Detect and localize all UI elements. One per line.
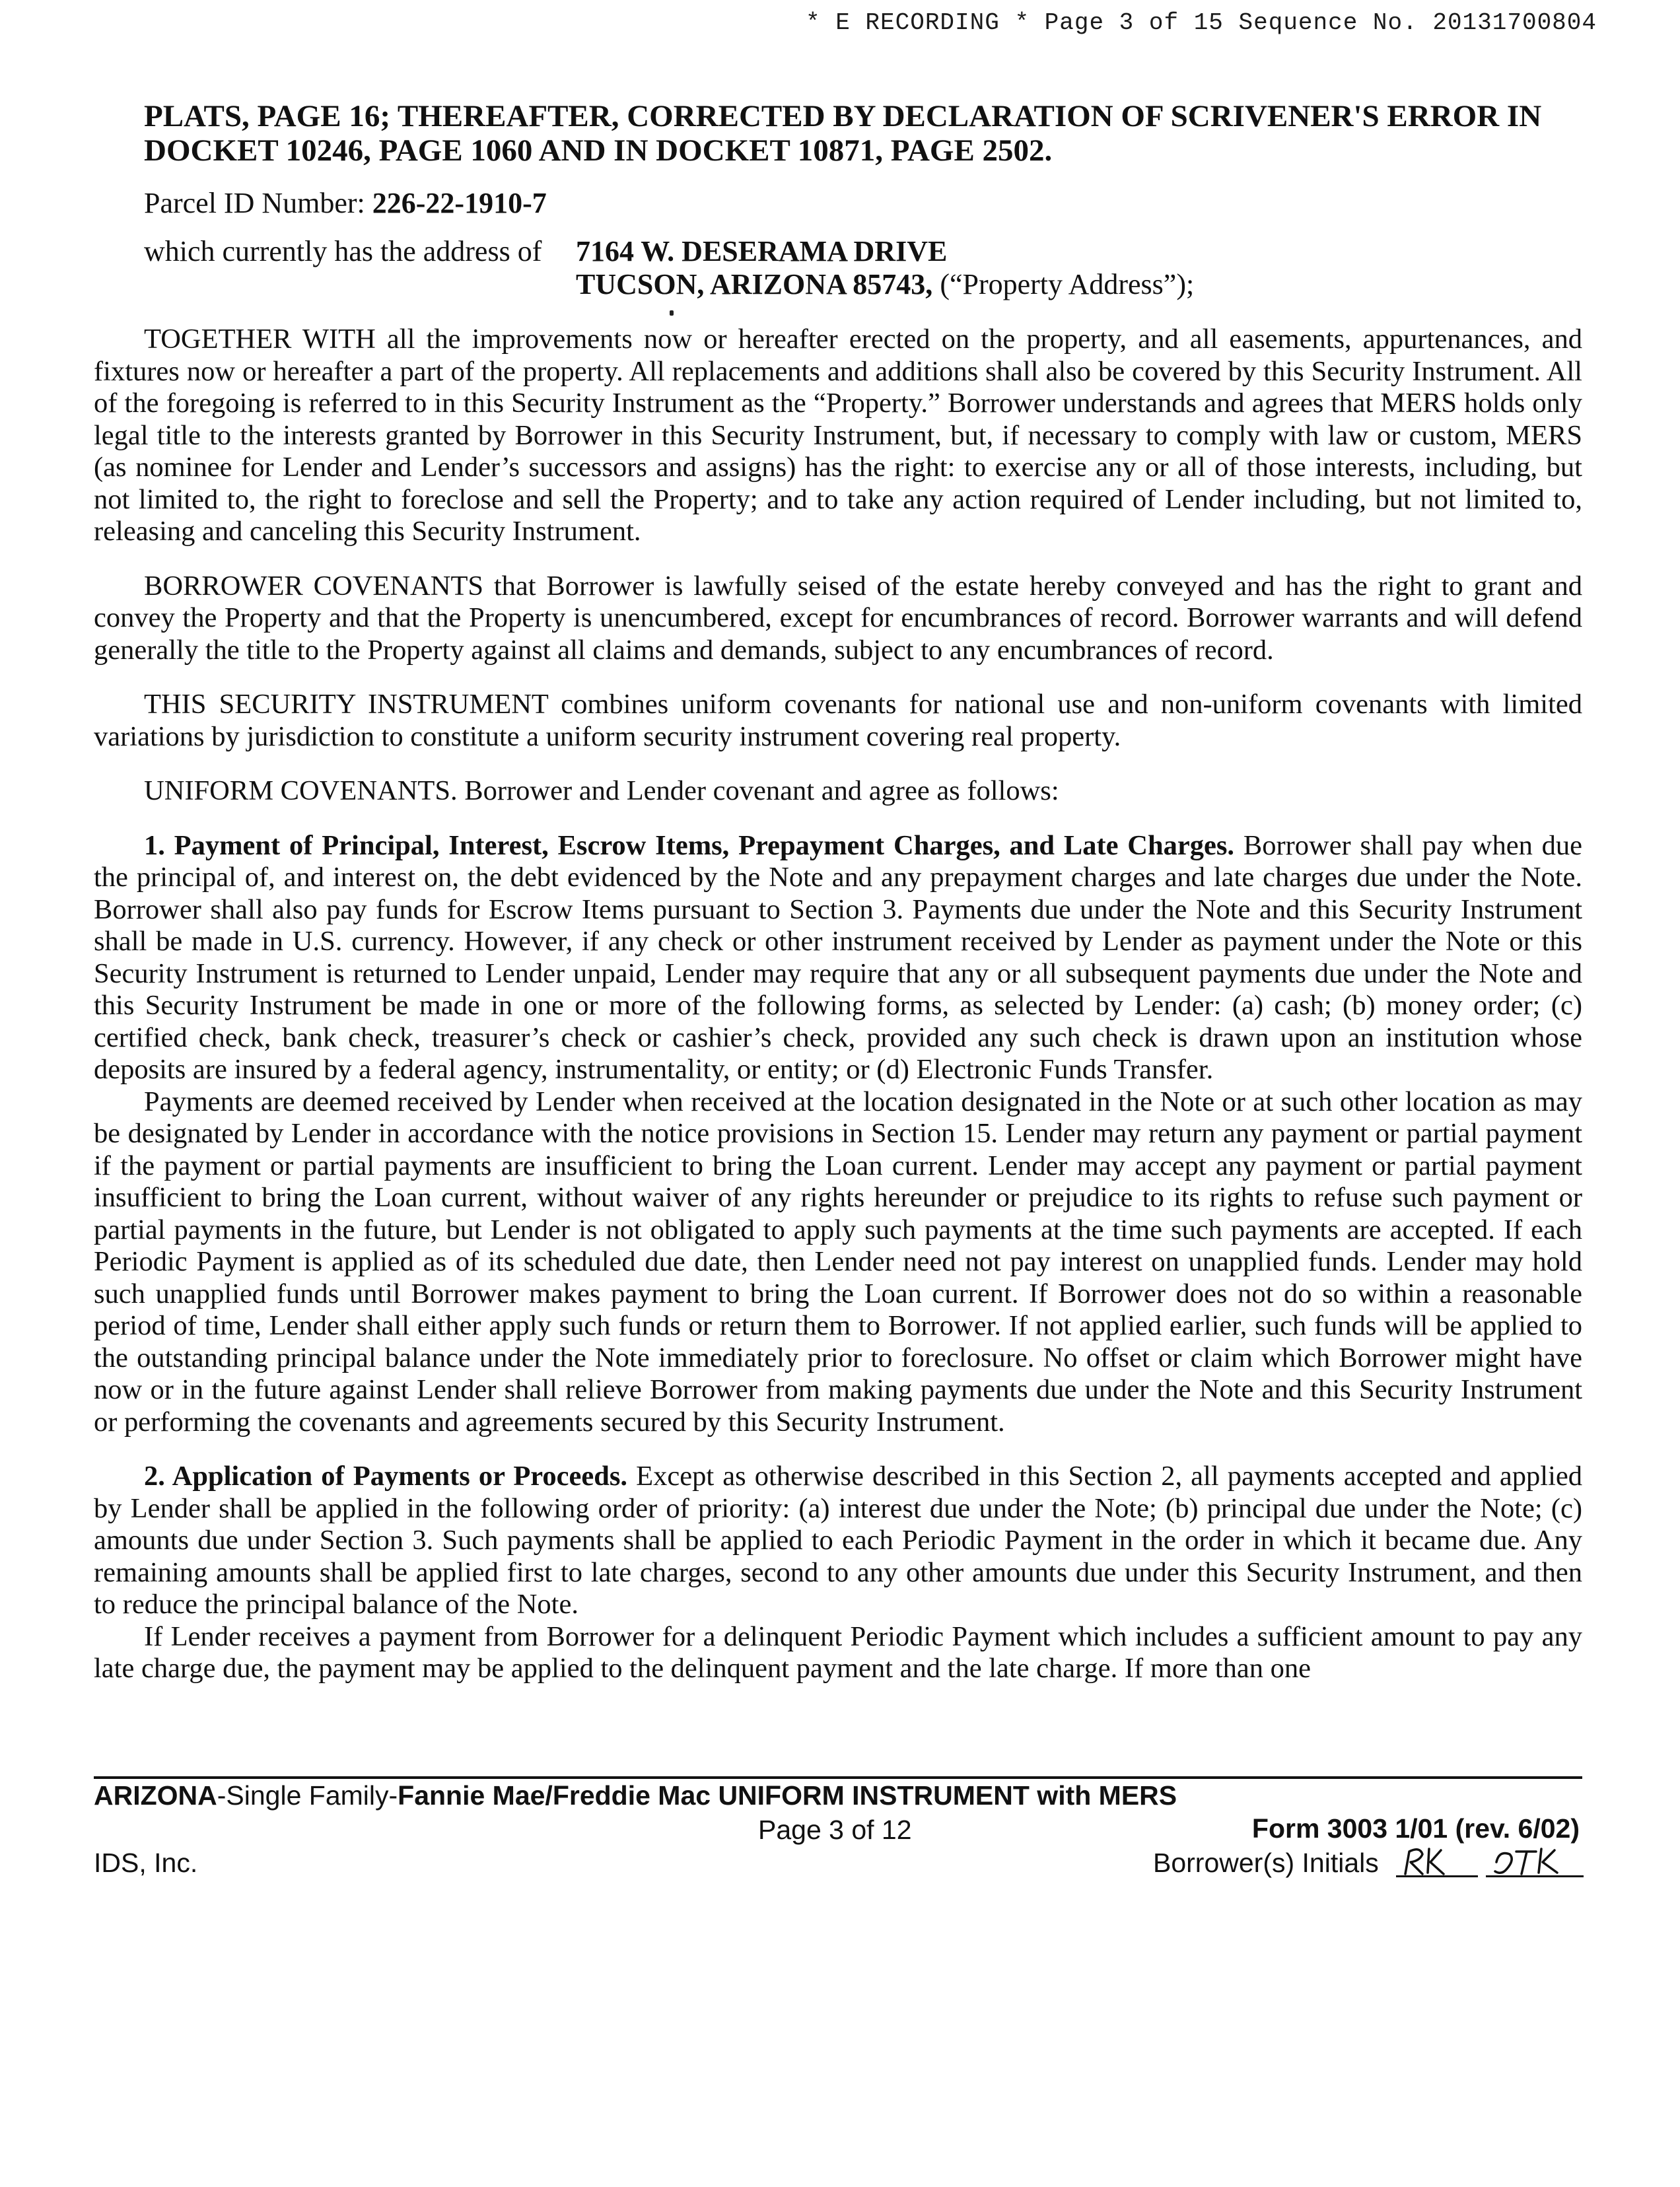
footer-company: IDS, Inc. bbox=[94, 1848, 198, 1878]
uniform-covenants-paragraph: UNIFORM COVENANTS. Borrower and Lender covenant and agree as follows: bbox=[144, 775, 1059, 806]
footer-title-middle: -Single Family- bbox=[217, 1780, 398, 1811]
footer-page-number: Page 3 of 12 bbox=[758, 1815, 912, 1845]
parcel-id-value: 226-22-1910-7 bbox=[372, 187, 547, 219]
footer-form-title bbox=[94, 1780, 1177, 1811]
section-1-payments-paragraph: Payments are deemed received by Lender when received at the location designated in the Note or at such other location as may be designated by Lender in accordance with the notice provisions in Section 15. Lender may return any payment or partial payment if the payment or partial payments are insufficient to bring the Loan current. Lender may accept any payment or partial payment insufficient to bring the Loan current, without waiver of any rights hereunder or prejudice to its rights to refuse such payment or partial payments in the future, but Lender is not obligated to apply such payments at the time such payments are accepted. If each Periodic Payment is applied as of its scheduled due date, then Lender need not pay interest on unapplied funds. Lender may hold such unapplied funds until Borrower makes payment to bring the Loan current. If Borrower does not do so within a reasonable period of time, Lender shall either apply such funds or return them to Borrower. If not applied earlier, such funds will be applied to the outstanding principal balance under the Note immediately prior to foreclosure. No offset or claim which Borrower might have now or in the future against Lender shall relieve Borrower from making payments due under the Note and this Security Instrument or performing the covenants and agreements secured by this Security Instrument. bbox=[94, 1086, 1582, 1438]
borrower-initials-signature-2 bbox=[1490, 1842, 1582, 1879]
footer-form-number: Form 3003 1/01 (rev. 6/02) bbox=[1251, 1813, 1580, 1844]
footer-state: ARIZONA bbox=[94, 1780, 217, 1811]
legal-description-plats: PLATS, PAGE 16; THEREAFTER, CORRECTED BY DECLARATION OF SCRIVENER'S ERROR IN DOCKET 10246, PAGE 1060 AND IN DOCKET 10871, PAGE 2502. bbox=[144, 99, 1542, 168]
parcel-id bbox=[144, 186, 547, 220]
borrower-covenants-paragraph: BORROWER COVENANTS that Borrower is lawfully seised of the estate hereby conveyed and has the right to grant and convey the Property and that the Property is unencumbered, except for encumbrances of record. Borrower warrants and will defend generally the title to the Property against all claims and demands, subject to any encumbrances of record. bbox=[94, 570, 1582, 666]
together-with-paragraph: TOGETHER WITH all the improvements now or hereafter erected on the property, and all easements, appurtenances, and fixtures now or hereafter a part of the property. All replacements and additions shall also be covered by this Security Instrument. All of the foregoing is referred to in this Security Instrument as the “Property.” Borrower understands and agrees that MERS holds only legal title to the interests granted by Borrower in this Security Instrument, but, if necessary to comply with law or custom, MERS (as nominee for Lender and Lender’s successors and assigns) has the right: to exercise any or all of those interests, including, but not limited to, the right to foreclose and sell the Property; and to take any action required of Lender including, but not limited to, releasing and canceling this Security Instrument. bbox=[94, 324, 1582, 547]
address-suffix: (“Property Address”); bbox=[940, 268, 1195, 300]
section-2-delinquent-paragraph: If Lender receives a payment from Borrower for a delinquent Periodic Payment which includes a sufficient amount to pay any late charge due, the payment may be applied to the delinquent payment and the late charge. If more than one bbox=[94, 1620, 1582, 1684]
borrower-initials-signature-1 bbox=[1400, 1842, 1478, 1879]
section-1-text: Borrower shall pay when due the principal of, and interest on, the debt evidenced by the Note and any prepayment charges and late charges due under the Note. Borrower shall also pay funds for Escrow Items pursuant to Section 3. Payments due under the Note and this Security Instrument shall be made in U.S. currency. However, if any check or other instrument received by Lender as payment under the Note or this Security Instrument is returned to Lender unpaid, Lender may require that any or all subsequent payments due under the Note and this Security Instrument be made in one or more of the following forms, as selected by Lender: (a) cash; (b) money order; (c) certified check, bank check, treasurer’s check or cashier’s check, provided any such check is drawn upon an institution whose deposits are insured by a federal agency, instrumentality, or entity; or (d) Electronic Funds Transfer. bbox=[94, 829, 1582, 1085]
address-city: TUCSON, ARIZONA 85743, bbox=[576, 268, 933, 300]
section-2-heading: 2. Application of Payments or Proceeds. bbox=[144, 1461, 628, 1492]
parcel-id-label: Parcel ID Number: bbox=[144, 187, 365, 219]
address-label: which currently has the address of bbox=[144, 235, 542, 267]
stray-mark bbox=[670, 310, 674, 316]
section-2-text: Except as otherwise described in this Section 2, all payments accepted and applied by Lender shall be applied in the following order of priority: (a) interest due under the Note; (b) principal due under the Note; (c) amounts due under Section 3. Such payments shall be applied to each Periodic Payment in the order in which it became due. Any remaining amounts shall be applied first to late charges, second to any other amounts due under this Security Instrument, and then to reduce the principal balance of the Note. bbox=[94, 1461, 1582, 1620]
security-instrument-paragraph: THIS SECURITY INSTRUMENT combines uniform covenants for national use and non-uniform covenants with limited variations by jurisdiction to constitute a uniform security instrument covering real property. bbox=[94, 689, 1582, 752]
recording-header: * E RECORDING * Page 3 of 15 Sequence No. 20131700804 bbox=[806, 9, 1597, 36]
footer-initials-label: Borrower(s) Initials bbox=[1153, 1848, 1379, 1878]
address-city-line bbox=[576, 267, 1194, 301]
section-2-paragraph bbox=[94, 1461, 1582, 1621]
footer-divider bbox=[94, 1776, 1582, 1779]
footer-title-rest: Fannie Mae/Freddie Mac UNIFORM INSTRUMENT with MERS bbox=[398, 1780, 1177, 1811]
address-street: 7164 W. DESERAMA DRIVE bbox=[576, 235, 948, 267]
document-body bbox=[94, 324, 1582, 1685]
section-1-paragraph bbox=[94, 830, 1582, 1086]
section-1-heading: 1. Payment of Principal, Interest, Escrow Items, Prepayment Charges, and Late Charges. bbox=[144, 829, 1235, 861]
